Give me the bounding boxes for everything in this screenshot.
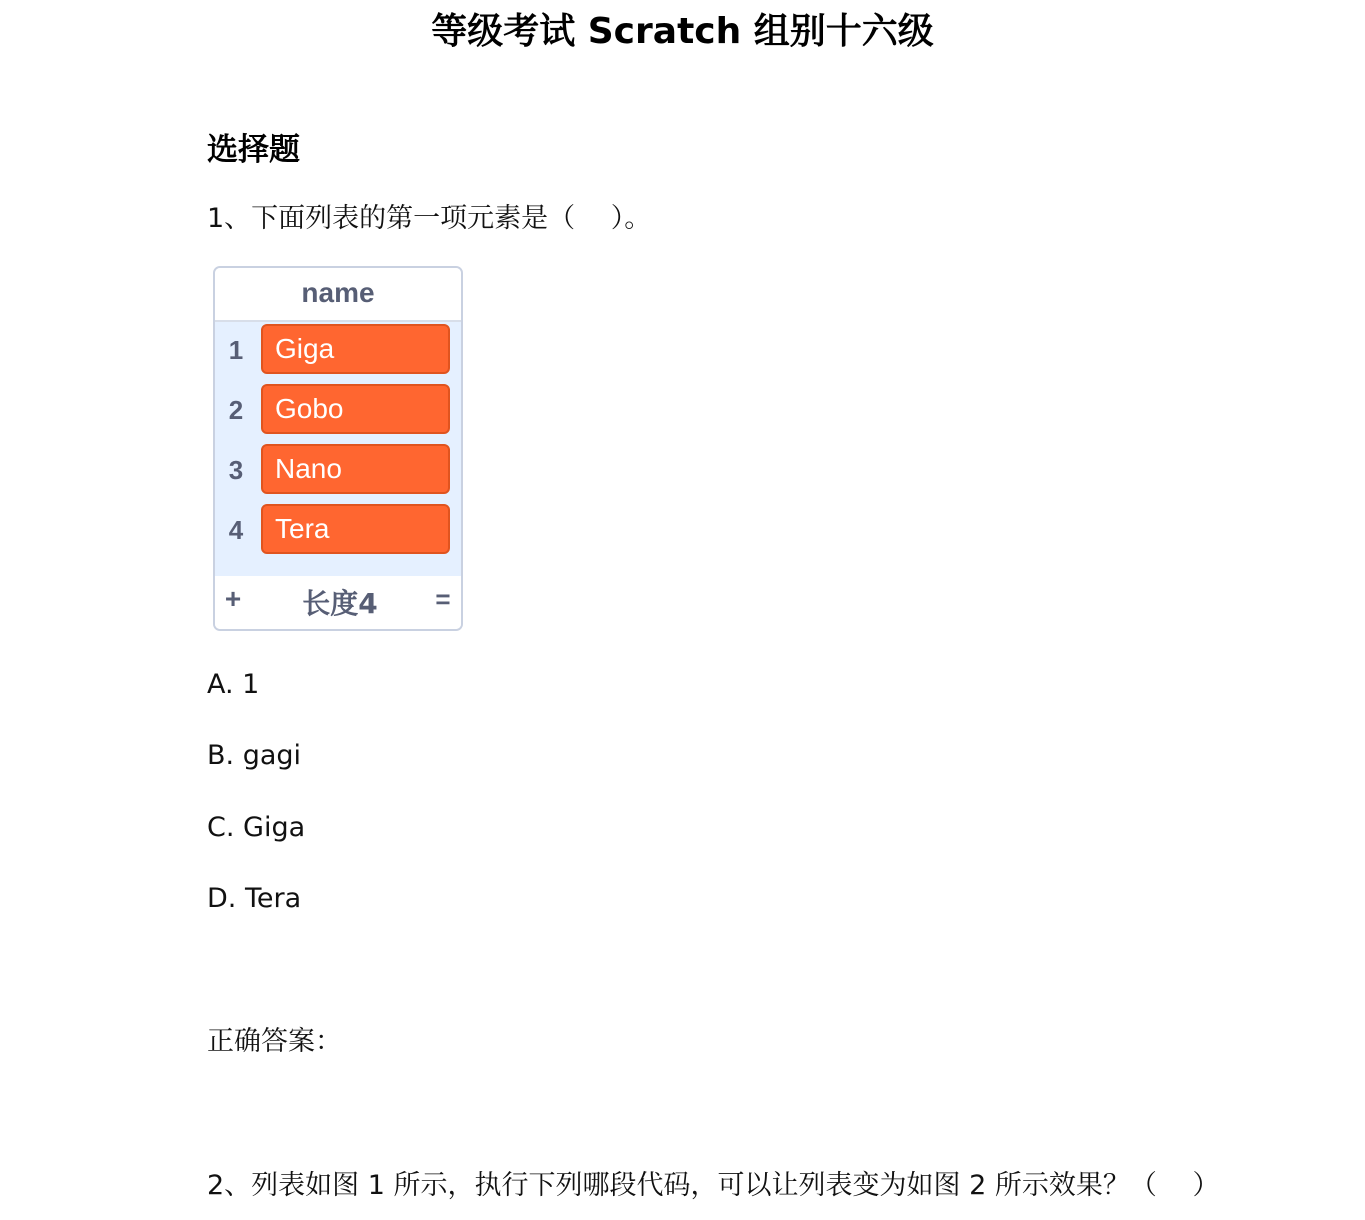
answer-label: 正确答案：	[207, 1026, 342, 1057]
list-monitor	[213, 266, 463, 631]
list-item-index: 3	[228, 455, 244, 485]
list-item-value: Gobo	[261, 384, 450, 434]
list-item-index: 4	[228, 515, 244, 545]
question-2-text: 2、列表如图 1 所示，执行下列哪段代码，可以让列表变为如图 2 所示效果？（ ）	[207, 1170, 1220, 1201]
option-b: B. gagi	[207, 740, 302, 771]
list-item-value: Tera	[261, 504, 450, 554]
list-item-index: 1	[228, 335, 244, 365]
list-item-index: 2	[228, 395, 244, 425]
resize-handle-icon[interactable]: =	[435, 584, 451, 614]
question-1-text: 1、下面列表的第一项元素是（ ）。	[207, 203, 652, 234]
option-d: D. Tera	[207, 883, 302, 914]
list-name-header: name	[215, 268, 461, 322]
list-length-label: 长度4	[302, 587, 378, 620]
section-heading: 选择题	[207, 132, 300, 168]
list-body	[215, 322, 461, 576]
list-item-value: Nano	[261, 444, 450, 494]
list-item-value: Giga	[261, 324, 450, 374]
list-footer	[215, 576, 461, 629]
option-c: C. Giga	[207, 812, 306, 843]
list-item	[215, 322, 461, 378]
add-item-icon[interactable]: +	[224, 583, 242, 614]
page-title: 等级考试 Scratch 组别十六级	[431, 11, 934, 52]
option-a: A. 1	[207, 669, 260, 700]
list-item	[215, 442, 461, 498]
list-item	[215, 382, 461, 438]
list-item	[215, 502, 461, 558]
